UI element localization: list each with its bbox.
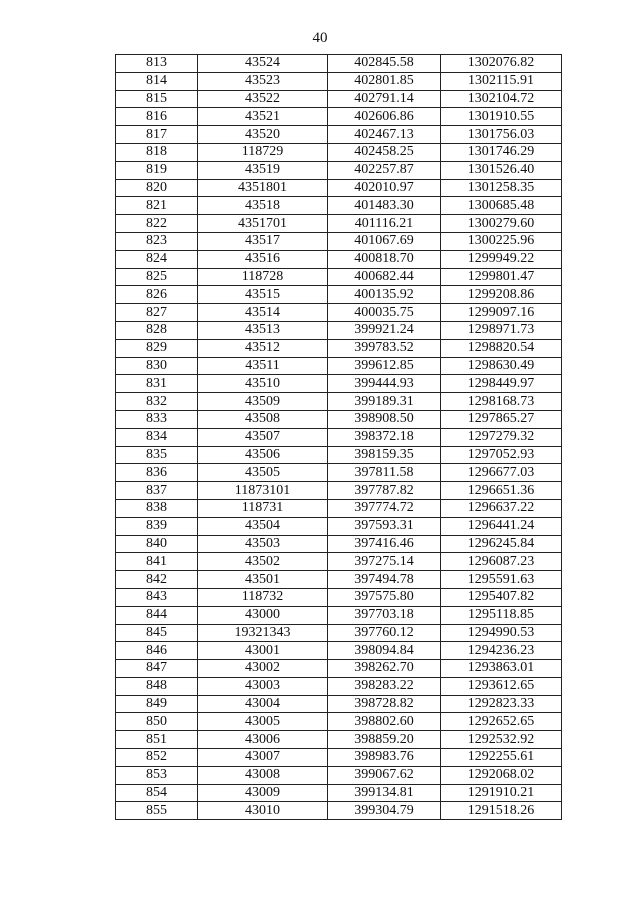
table-row: [116, 232, 562, 250]
x-coordinate-cell: 399189.31: [328, 393, 441, 411]
point-number-cell: 852: [116, 749, 198, 767]
y-coordinate-cell: 1297865.27: [441, 410, 562, 428]
point-number-cell: 834: [116, 428, 198, 446]
x-coordinate-cell: 398728.82: [328, 695, 441, 713]
point-number-cell: 816: [116, 108, 198, 126]
point-id-cell: 4351801: [198, 179, 328, 197]
point-id-cell: 43504: [198, 517, 328, 535]
x-coordinate-cell: 399134.81: [328, 784, 441, 802]
point-number-cell: 843: [116, 588, 198, 606]
x-coordinate-cell: 397811.58: [328, 464, 441, 482]
y-coordinate-cell: 1299949.22: [441, 250, 562, 268]
table-row: [116, 553, 562, 571]
y-coordinate-cell: 1301258.35: [441, 179, 562, 197]
x-coordinate-cell: 398983.76: [328, 749, 441, 767]
point-id-cell: 43506: [198, 446, 328, 464]
x-coordinate-cell: 399783.52: [328, 339, 441, 357]
table-row: [116, 126, 562, 144]
table-row: [116, 499, 562, 517]
x-coordinate-cell: 399612.85: [328, 357, 441, 375]
point-id-cell: 43516: [198, 250, 328, 268]
x-coordinate-cell: 397760.12: [328, 624, 441, 642]
point-id-cell: 43511: [198, 357, 328, 375]
y-coordinate-cell: 1297279.32: [441, 428, 562, 446]
table-row: [116, 179, 562, 197]
point-number-cell: 825: [116, 268, 198, 286]
x-coordinate-cell: 397774.72: [328, 499, 441, 517]
point-id-cell: 43007: [198, 749, 328, 767]
table-row: [116, 695, 562, 713]
x-coordinate-cell: 398372.18: [328, 428, 441, 446]
point-id-cell: 43509: [198, 393, 328, 411]
point-id-cell: 43510: [198, 375, 328, 393]
x-coordinate-cell: 400035.75: [328, 304, 441, 322]
x-coordinate-cell: 398094.84: [328, 642, 441, 660]
y-coordinate-cell: 1291518.26: [441, 802, 562, 820]
y-coordinate-cell: 1300225.96: [441, 232, 562, 250]
table-row: [116, 161, 562, 179]
x-coordinate-cell: 402458.25: [328, 143, 441, 161]
point-number-cell: 829: [116, 339, 198, 357]
table-row: [116, 197, 562, 215]
x-coordinate-cell: 399067.62: [328, 766, 441, 784]
point-number-cell: 814: [116, 72, 198, 90]
point-number-cell: 848: [116, 677, 198, 695]
table-row: [116, 321, 562, 339]
point-id-cell: 43003: [198, 677, 328, 695]
point-id-cell: 43512: [198, 339, 328, 357]
table-row: [116, 55, 562, 73]
table-row: [116, 304, 562, 322]
y-coordinate-cell: 1292255.61: [441, 749, 562, 767]
coordinates-table: [115, 54, 562, 820]
table-body: [116, 55, 562, 820]
point-id-cell: 4351701: [198, 215, 328, 233]
point-number-cell: 821: [116, 197, 198, 215]
point-number-cell: 831: [116, 375, 198, 393]
y-coordinate-cell: 1297052.93: [441, 446, 562, 464]
table-row: [116, 731, 562, 749]
table-row: [116, 410, 562, 428]
table-row: [116, 642, 562, 660]
y-coordinate-cell: 1298630.49: [441, 357, 562, 375]
point-id-cell: 11873101: [198, 482, 328, 500]
point-id-cell: 43502: [198, 553, 328, 571]
x-coordinate-cell: 398802.60: [328, 713, 441, 731]
point-number-cell: 842: [116, 571, 198, 589]
x-coordinate-cell: 397575.80: [328, 588, 441, 606]
point-id-cell: 43507: [198, 428, 328, 446]
point-number-cell: 845: [116, 624, 198, 642]
y-coordinate-cell: 1293612.65: [441, 677, 562, 695]
table-row: [116, 339, 562, 357]
y-coordinate-cell: 1298449.97: [441, 375, 562, 393]
point-number-cell: 850: [116, 713, 198, 731]
y-coordinate-cell: 1294990.53: [441, 624, 562, 642]
point-id-cell: 43001: [198, 642, 328, 660]
table-row: [116, 588, 562, 606]
x-coordinate-cell: 399444.93: [328, 375, 441, 393]
x-coordinate-cell: 397494.78: [328, 571, 441, 589]
point-id-cell: 43503: [198, 535, 328, 553]
point-id-cell: 43000: [198, 606, 328, 624]
point-number-cell: 819: [116, 161, 198, 179]
y-coordinate-cell: 1302076.82: [441, 55, 562, 73]
table-row: [116, 357, 562, 375]
point-id-cell: 43005: [198, 713, 328, 731]
table-row: [116, 802, 562, 820]
x-coordinate-cell: 397593.31: [328, 517, 441, 535]
y-coordinate-cell: 1296245.84: [441, 535, 562, 553]
x-coordinate-cell: 402801.85: [328, 72, 441, 90]
point-id-cell: 43010: [198, 802, 328, 820]
table-row: [116, 90, 562, 108]
page-number: 40: [312, 30, 328, 46]
x-coordinate-cell: 401067.69: [328, 232, 441, 250]
x-coordinate-cell: 402606.86: [328, 108, 441, 126]
y-coordinate-cell: 1292068.02: [441, 766, 562, 784]
point-id-cell: 118729: [198, 143, 328, 161]
point-number-cell: 837: [116, 482, 198, 500]
point-number-cell: 820: [116, 179, 198, 197]
y-coordinate-cell: 1295118.85: [441, 606, 562, 624]
table-row: [116, 624, 562, 642]
x-coordinate-cell: 398262.70: [328, 660, 441, 678]
table-row: [116, 571, 562, 589]
table-row: [116, 677, 562, 695]
point-id-cell: 43513: [198, 321, 328, 339]
point-id-cell: 43519: [198, 161, 328, 179]
point-number-cell: 851: [116, 731, 198, 749]
point-number-cell: 826: [116, 286, 198, 304]
point-id-cell: 43501: [198, 571, 328, 589]
table-row: [116, 446, 562, 464]
y-coordinate-cell: 1292652.65: [441, 713, 562, 731]
x-coordinate-cell: 402257.87: [328, 161, 441, 179]
point-number-cell: 822: [116, 215, 198, 233]
table-row: [116, 375, 562, 393]
y-coordinate-cell: 1291910.21: [441, 784, 562, 802]
point-id-cell: 43521: [198, 108, 328, 126]
table-row: [116, 108, 562, 126]
point-number-cell: 815: [116, 90, 198, 108]
table-row: [116, 517, 562, 535]
table-row: [116, 464, 562, 482]
point-number-cell: 835: [116, 446, 198, 464]
x-coordinate-cell: 401116.21: [328, 215, 441, 233]
x-coordinate-cell: 397703.18: [328, 606, 441, 624]
y-coordinate-cell: 1298168.73: [441, 393, 562, 411]
table-row: [116, 143, 562, 161]
x-coordinate-cell: 402791.14: [328, 90, 441, 108]
y-coordinate-cell: 1301910.55: [441, 108, 562, 126]
y-coordinate-cell: 1301526.40: [441, 161, 562, 179]
point-id-cell: 118731: [198, 499, 328, 517]
y-coordinate-cell: 1298820.54: [441, 339, 562, 357]
point-id-cell: 43505: [198, 464, 328, 482]
point-number-cell: 832: [116, 393, 198, 411]
point-number-cell: 833: [116, 410, 198, 428]
table-row: [116, 393, 562, 411]
y-coordinate-cell: 1296651.36: [441, 482, 562, 500]
point-number-cell: 824: [116, 250, 198, 268]
point-id-cell: 43523: [198, 72, 328, 90]
table-row: [116, 72, 562, 90]
point-id-cell: 43515: [198, 286, 328, 304]
point-id-cell: 43524: [198, 55, 328, 73]
table-row: [116, 713, 562, 731]
table-row: [116, 215, 562, 233]
x-coordinate-cell: 402467.13: [328, 126, 441, 144]
table-row: [116, 660, 562, 678]
y-coordinate-cell: 1292823.33: [441, 695, 562, 713]
point-id-cell: 43520: [198, 126, 328, 144]
table-row: [116, 428, 562, 446]
point-number-cell: 847: [116, 660, 198, 678]
x-coordinate-cell: 398908.50: [328, 410, 441, 428]
point-number-cell: 846: [116, 642, 198, 660]
x-coordinate-cell: 398283.22: [328, 677, 441, 695]
y-coordinate-cell: 1293863.01: [441, 660, 562, 678]
point-id-cell: 43002: [198, 660, 328, 678]
point-number-cell: 839: [116, 517, 198, 535]
y-coordinate-cell: 1295591.63: [441, 571, 562, 589]
point-number-cell: 813: [116, 55, 198, 73]
point-number-cell: 830: [116, 357, 198, 375]
point-number-cell: 838: [116, 499, 198, 517]
table-row: [116, 535, 562, 553]
x-coordinate-cell: 398159.35: [328, 446, 441, 464]
x-coordinate-cell: 402845.58: [328, 55, 441, 73]
point-number-cell: 823: [116, 232, 198, 250]
y-coordinate-cell: 1296637.22: [441, 499, 562, 517]
y-coordinate-cell: 1299208.86: [441, 286, 562, 304]
y-coordinate-cell: 1298971.73: [441, 321, 562, 339]
x-coordinate-cell: 402010.97: [328, 179, 441, 197]
point-number-cell: 818: [116, 143, 198, 161]
y-coordinate-cell: 1300685.48: [441, 197, 562, 215]
y-coordinate-cell: 1299097.16: [441, 304, 562, 322]
x-coordinate-cell: 397275.14: [328, 553, 441, 571]
y-coordinate-cell: 1294236.23: [441, 642, 562, 660]
table-row: [116, 606, 562, 624]
point-number-cell: 840: [116, 535, 198, 553]
point-number-cell: 855: [116, 802, 198, 820]
table-row: [116, 250, 562, 268]
y-coordinate-cell: 1302104.72: [441, 90, 562, 108]
x-coordinate-cell: 399304.79: [328, 802, 441, 820]
point-id-cell: 19321343: [198, 624, 328, 642]
x-coordinate-cell: 397416.46: [328, 535, 441, 553]
table-row: [116, 286, 562, 304]
y-coordinate-cell: 1296441.24: [441, 517, 562, 535]
point-id-cell: 43009: [198, 784, 328, 802]
x-coordinate-cell: 398859.20: [328, 731, 441, 749]
y-coordinate-cell: 1295407.82: [441, 588, 562, 606]
y-coordinate-cell: 1302115.91: [441, 72, 562, 90]
point-number-cell: 836: [116, 464, 198, 482]
point-number-cell: 844: [116, 606, 198, 624]
y-coordinate-cell: 1299801.47: [441, 268, 562, 286]
table-row: [116, 268, 562, 286]
y-coordinate-cell: 1301756.03: [441, 126, 562, 144]
table-row: [116, 482, 562, 500]
x-coordinate-cell: 400135.92: [328, 286, 441, 304]
point-number-cell: 827: [116, 304, 198, 322]
table-row: [116, 766, 562, 784]
table-row: [116, 749, 562, 767]
point-number-cell: 854: [116, 784, 198, 802]
point-id-cell: 43006: [198, 731, 328, 749]
x-coordinate-cell: 400818.70: [328, 250, 441, 268]
point-id-cell: 43008: [198, 766, 328, 784]
point-number-cell: 853: [116, 766, 198, 784]
point-id-cell: 43522: [198, 90, 328, 108]
y-coordinate-cell: 1300279.60: [441, 215, 562, 233]
point-number-cell: 817: [116, 126, 198, 144]
point-id-cell: 118732: [198, 588, 328, 606]
table-row: [116, 784, 562, 802]
x-coordinate-cell: 400682.44: [328, 268, 441, 286]
x-coordinate-cell: 397787.82: [328, 482, 441, 500]
point-id-cell: 43514: [198, 304, 328, 322]
x-coordinate-cell: 399921.24: [328, 321, 441, 339]
point-number-cell: 841: [116, 553, 198, 571]
y-coordinate-cell: 1296087.23: [441, 553, 562, 571]
point-id-cell: 43508: [198, 410, 328, 428]
point-id-cell: 43517: [198, 232, 328, 250]
y-coordinate-cell: 1292532.92: [441, 731, 562, 749]
y-coordinate-cell: 1296677.03: [441, 464, 562, 482]
point-id-cell: 43518: [198, 197, 328, 215]
point-number-cell: 828: [116, 321, 198, 339]
point-number-cell: 849: [116, 695, 198, 713]
point-id-cell: 118728: [198, 268, 328, 286]
y-coordinate-cell: 1301746.29: [441, 143, 562, 161]
point-id-cell: 43004: [198, 695, 328, 713]
x-coordinate-cell: 401483.30: [328, 197, 441, 215]
